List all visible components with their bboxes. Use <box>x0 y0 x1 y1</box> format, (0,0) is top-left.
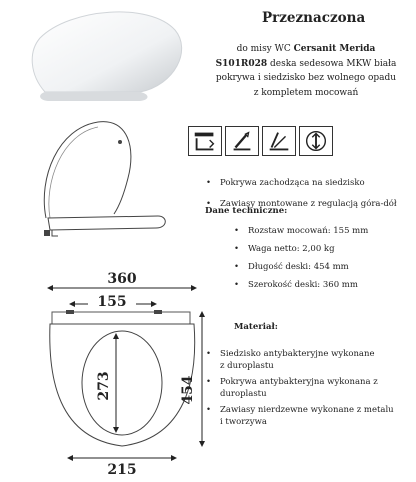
dim-inner-width-label: 215 <box>107 462 137 478</box>
seat-soft-close-icon <box>188 126 222 156</box>
dim-hinge-label: 155 <box>97 294 127 310</box>
desc-line-1: do misy WC <box>236 44 294 54</box>
desc-model: Cersanit Merida <box>293 44 376 54</box>
material-heading: Materiał: <box>234 322 278 332</box>
dimension-drawing <box>40 268 220 480</box>
tech-list <box>228 226 408 298</box>
materials-list <box>200 349 412 433</box>
product-description <box>196 42 416 100</box>
dim-total-length-label: 454 <box>180 375 196 405</box>
seat-lift-icon <box>225 126 259 156</box>
desc-line-4: z kompletem mocowań <box>253 87 359 98</box>
product-photo <box>0 0 190 112</box>
seat-lid-icon <box>262 126 296 156</box>
desc-line-2: deska sedesowa MKW biała <box>267 58 397 69</box>
desc-line-3: pokrywa i siedzisko bez wolnego opadu <box>215 73 397 83</box>
desc-code: S101R028 <box>215 58 268 69</box>
tech-heading: Dane techniczne: <box>205 206 288 216</box>
side-profile-drawing <box>28 118 188 248</box>
tech-item: • Rozstaw mocowań: 155 mm <box>228 226 408 238</box>
tech-item: • Szerokość deski: 360 mm <box>228 280 408 292</box>
page-title: Przeznaczona <box>262 10 366 26</box>
quick-release-icon <box>299 126 333 156</box>
dim-inner-length-label: 273 <box>96 371 112 401</box>
feature-item: • Pokrywa zachodząca na siedzisko <box>200 178 410 190</box>
tech-item: • Długość deski: 454 mm <box>228 262 408 274</box>
dim-width-label: 360 <box>107 271 137 287</box>
feature-icons <box>188 126 333 158</box>
feature-item: • Zawiasy montowane z regulacją góra-dół <box>200 199 410 211</box>
material-item: • Siedzisko antybakteryjne wykonane z duroplastu <box>200 349 412 372</box>
tech-item: • Waga netto: 2,00 kg <box>228 244 408 256</box>
material-item: • Zawiasy nierdzewne wykonane z metalu i tworzywa <box>200 405 412 428</box>
material-item: • Pokrywa antybakteryjna wykonana z duroplastu <box>200 377 412 400</box>
